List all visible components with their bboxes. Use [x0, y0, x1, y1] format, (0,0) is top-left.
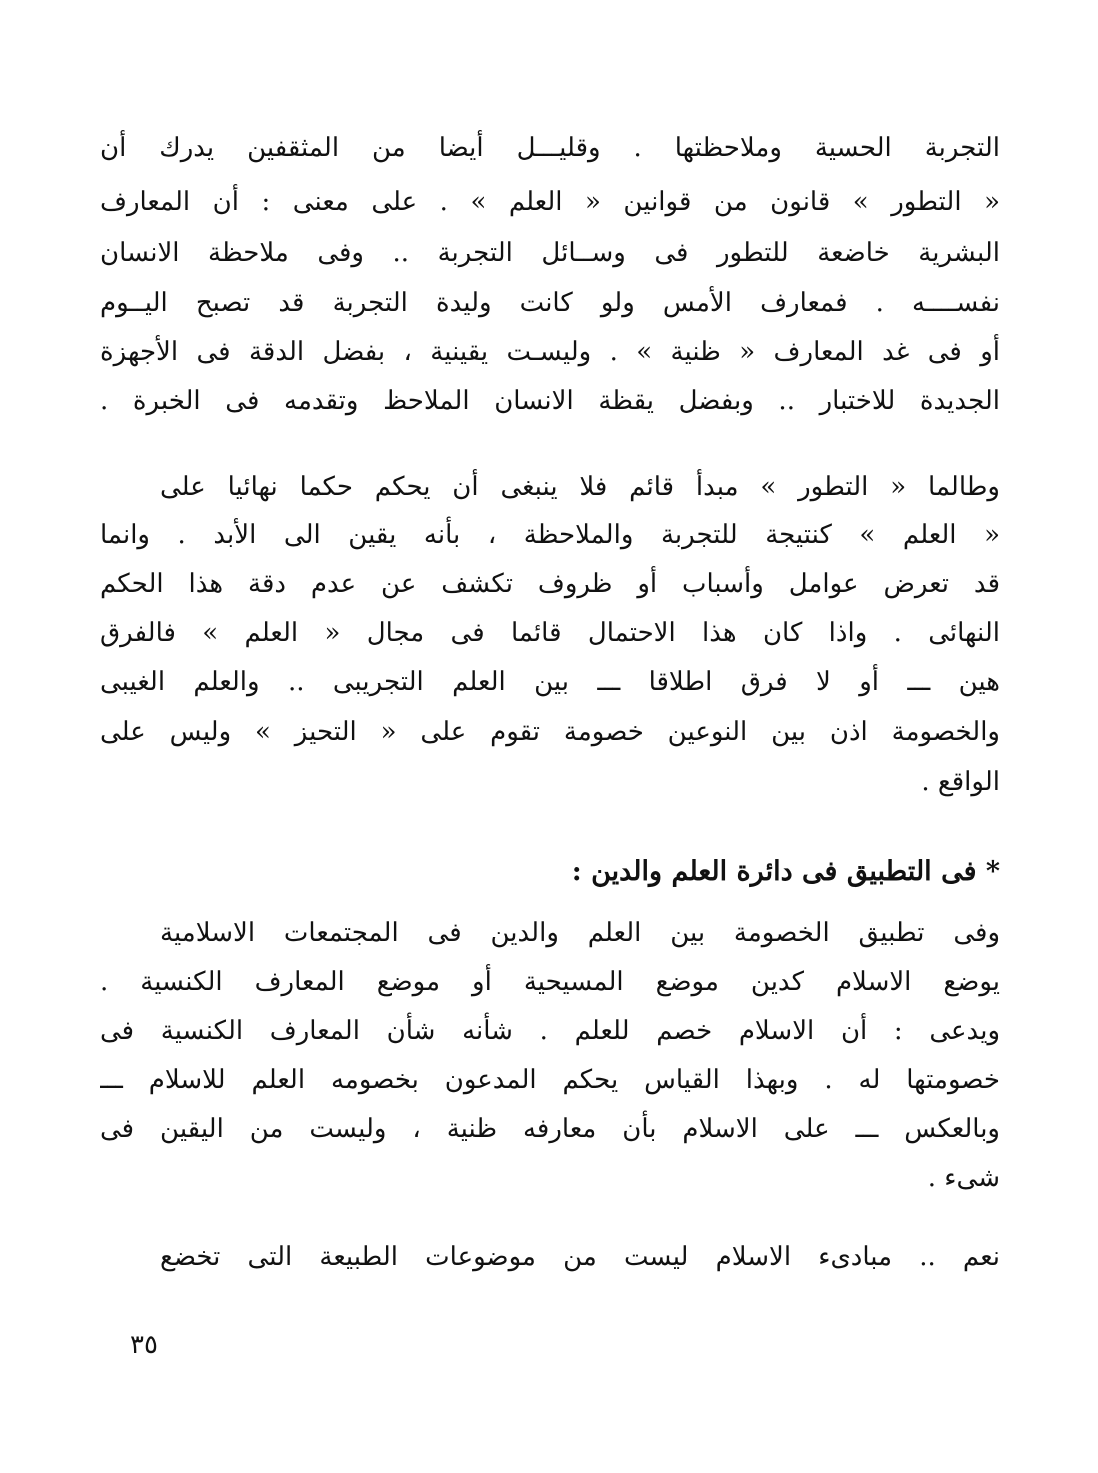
text-line: الجديدة للاختبار .. وبفضل يقظة الانسان الملاحظ وتقدمه فى الخبرة .: [100, 386, 1000, 416]
text-line: شىء .: [927, 1163, 1000, 1193]
text-line: « التطور » قانون من قوانين « العلم » . على معنى : أن المعارف: [100, 187, 1000, 217]
text-line: هين ـــ أو لا فرق اطلاقا ـــ بين العلم التجريبى .. والعلم الغيبى: [100, 667, 1000, 697]
text-line: « العلم » كنتيجة للتجربة والملاحظة ، بأنه يقين الى الأبد . وانما: [100, 520, 1000, 550]
text-line: وبالعكس ـــ على الاسلام بأن معارفه ظنية ، وليست من اليقين فى: [100, 1114, 1000, 1144]
text-line: البشرية خاضعة للتطور فى وســائل التجربة .. وفى ملاحظة الانسان: [100, 238, 1000, 268]
text-line: والخصومة اذن بين النوعين خصومة تقوم على « التحيز » وليس على: [100, 717, 1000, 747]
text-line: خصومتها له . وبهذا القياس يحكم المدعون بخصومه العلم للاسلام ـــ: [100, 1065, 1000, 1095]
text-line: يوضع الاسلام كدين موضع المسيحية أو موضع المعارف الكنسية .: [100, 967, 1000, 997]
page-number: ٣٥: [130, 1330, 158, 1360]
text-line: أو فى غد المعارف « ظنية » . وليسـت يقينية ، بفضل الدقة فى الأجهزة: [100, 337, 1000, 367]
text-line: النهائى . واذا كان هذا الاحتمال قائما فى مجال « العلم » فالفرق: [100, 618, 1000, 648]
text-line: نفســــه . فمعارف الأمس ولو كانت وليدة التجربة قد تصبح اليــوم: [100, 288, 1000, 318]
text-line: التجربة الحسية وملاحظتها . وقليـــل أيضا من المثقفين يدرك أن: [100, 133, 1000, 163]
text-line: قد تعرض عوامل وأسباب أو ظروف تكشف عن عدم دقة هذا الحكم: [100, 569, 1000, 599]
text-line: وفى تطبيق الخصومة بين العلم والدين فى المجتمعات الاسلامية: [160, 918, 1000, 948]
text-line: الواقع .: [921, 767, 1000, 797]
section-heading: * فى التطبيق فى دائرة العلم والدين :: [571, 856, 1000, 887]
text-line: وطالما « التطور » مبدأ قائم فلا ينبغى أن يحكم حكما نهائيا على: [160, 472, 1000, 502]
text-line: نعم .. مبادىء الاسلام ليست من موضوعات الطبيعة التى تخضع: [160, 1242, 1000, 1272]
text-line: ويدعى : أن الاسلام خصم للعلم . شأنه شأن المعارف الكنسية فى: [100, 1016, 1000, 1046]
